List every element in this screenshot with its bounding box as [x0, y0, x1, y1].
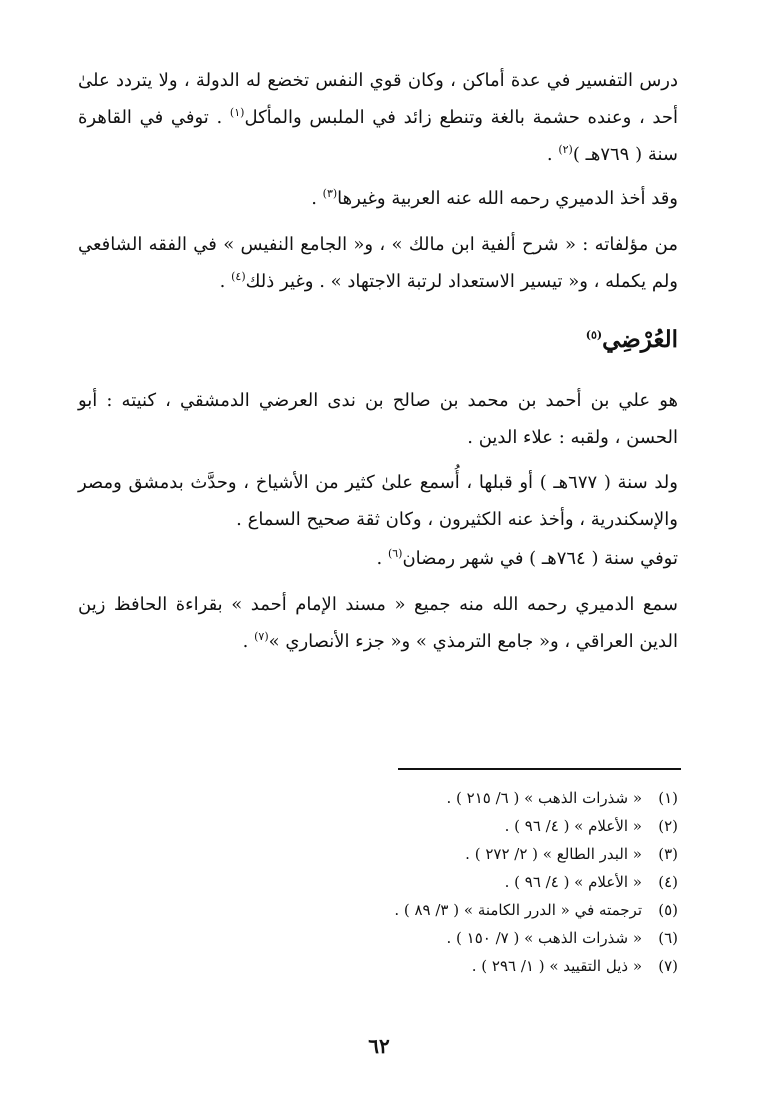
- footnote-item: [258, 952, 678, 980]
- paragraph-2-text: وقد أخذ الدميري رحمه الله عنه العربية وغيرها: [337, 188, 678, 209]
- section-heading: [586, 326, 678, 353]
- footnote-text: « الأعلام » ( ٤/ ٩٦ ) .: [504, 873, 642, 891]
- footnote-item: [258, 812, 678, 840]
- footnote-ref-4: (٤): [231, 270, 246, 283]
- footnote-number: (٧): [658, 957, 678, 975]
- footnote-number: (٣): [658, 845, 678, 863]
- footnote-text: « شذرات الذهب » ( ٧/ ١٥٠ ) .: [446, 929, 642, 947]
- paragraph-1: [78, 62, 678, 173]
- paragraph-7: [78, 586, 678, 660]
- paragraph-3: [78, 226, 678, 300]
- page-number: ٦٢: [368, 1034, 390, 1058]
- footnote-text: « الأعلام » ( ٤/ ٩٦ ) .: [504, 817, 642, 835]
- footnote-text: « شذرات الذهب » ( ٦/ ٢١٥ ) .: [446, 789, 642, 807]
- footnote-ref-7: (٧): [254, 630, 269, 643]
- footnote-item: [258, 784, 678, 812]
- paragraph-1-tail: . توفي في القاهرة سنة ( ٧٦٩هـ ): [78, 107, 678, 165]
- paragraph-3-text: من مؤلفاته : « شرح ألفية ابن مالك » ، و« الجامع النفيس » في الفقه الشافعي ولم يكمله ، و« تيسير الاستعداد لرتبة الاجتهاد » . وغير ذلك: [78, 234, 678, 292]
- paragraph-5: [78, 464, 678, 538]
- footnote-text: « ذيل التقييد » ( ١/ ٢٩٦ ) .: [471, 957, 642, 975]
- paragraph-1-text: درس التفسير في عدة أماكن ، وكان قوي النفس تخضع له الدولة ، ولا يتردد علىٰ أحد ، وعنده حشمة بالغة وتنطع زائد في الملبس والمأكل: [78, 70, 679, 128]
- paragraph-4-text: هو علي بن أحمد بن محمد بن صالح بن ندى العرضي الدمشقي ، كنيته : أبو الحسن ، ولقبه : علاء الدين .: [78, 390, 678, 448]
- paragraph-3-tail: .: [219, 271, 232, 292]
- footnote-divider: [398, 768, 681, 770]
- paragraph-5-text: ولد سنة ( ٦٧٧هـ ) أو قبلها ، أُسمع علىٰ كثير من الأشياخ ، وحدَّث بدمشق ومصر والإسكندرية ، وأخذ عنه الكثيرون ، وكان ثقة صحيح السماع .: [78, 472, 678, 530]
- footnote-ref-2: (٢): [558, 143, 573, 156]
- paragraph-7-text: سمع الدميري رحمه الله منه جميع « مسند الإمام أحمد » بقراءة الحافظ زين الدين العراقي ، و« جامع الترمذي » و« جزء الأنصاري »: [78, 594, 678, 652]
- footnote-ref-1: (١): [229, 106, 245, 119]
- paragraph-7-tail: .: [242, 631, 255, 652]
- footnote-number: (٦): [658, 929, 678, 947]
- paragraph-4: [78, 382, 678, 456]
- paragraph-1-end: .: [546, 144, 559, 165]
- footnote-number: (٤): [658, 873, 678, 891]
- paragraph-2: [78, 180, 678, 217]
- paragraph-2-tail: .: [311, 188, 323, 209]
- paragraph-6-text: توفي سنة ( ٧٦٤هـ ) في شهر رمضان: [402, 548, 678, 569]
- footnote-number: (٥): [658, 901, 678, 919]
- section-heading-text: العُرْضِي: [602, 326, 678, 353]
- footnote-item: [258, 924, 678, 952]
- footnote-item: [258, 868, 678, 896]
- paragraph-6: [78, 540, 678, 577]
- footnote-number: (٢): [658, 817, 678, 835]
- footnote-item: [258, 896, 678, 924]
- footnote-text: ترجمته في « الدرر الكامنة » ( ٣/ ٨٩ ) .: [394, 901, 642, 919]
- footnote-number: (١): [658, 789, 678, 807]
- footnote-item: [258, 840, 678, 868]
- footnote-ref-5: (٥): [585, 328, 603, 342]
- footnote-text: « البدر الطالع » ( ٢/ ٢٧٢ ) .: [465, 845, 642, 863]
- footnote-ref-3: (٣): [322, 187, 338, 200]
- paragraph-6-tail: .: [376, 548, 388, 569]
- footnotes-list: [258, 784, 678, 980]
- footnote-ref-6: (٦): [387, 547, 403, 560]
